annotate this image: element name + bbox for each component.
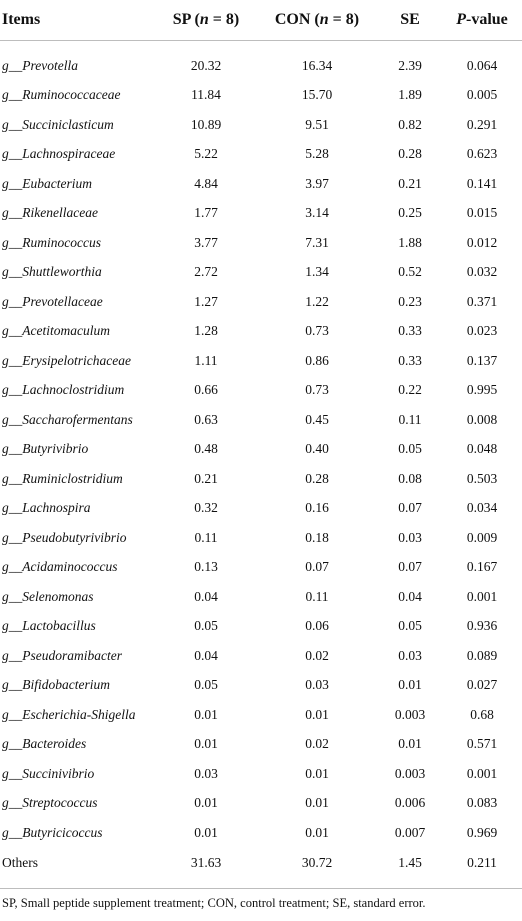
cell-item: g__Escherichia-Shigella (2, 706, 136, 722)
cell-item: g__Rikenellaceae (2, 205, 98, 221)
cell-se: 0.003 (394, 706, 426, 722)
cell-item: g__Acidaminococcus (2, 559, 118, 575)
cell-p: 0.211 (467, 854, 497, 870)
cell-item: Others (2, 854, 38, 870)
header-con (256, 11, 378, 29)
cell-se: 0.11 (398, 411, 422, 427)
cell-item: g__Lachnoclostridium (2, 382, 125, 398)
cell-sp: 0.04 (194, 647, 218, 663)
table-row (0, 51, 522, 81)
cell-p: 0.064 (466, 57, 498, 73)
cell-item: g__Bacteroides (2, 736, 87, 752)
cell-se: 0.05 (398, 618, 422, 634)
cell-se: 0.003 (394, 765, 426, 781)
cell-p: 0.009 (466, 529, 498, 545)
cell-se: 0.01 (398, 736, 422, 752)
cell-sp: 1.77 (194, 205, 218, 221)
header-sp-eq: = 8) (208, 11, 240, 28)
cell-con: 0.18 (305, 529, 329, 545)
cell-sp: 0.01 (194, 824, 218, 840)
cell-con: 0.02 (305, 647, 329, 663)
table-row (0, 612, 522, 642)
cell-item: g__Acetitomaculum (2, 323, 110, 339)
cell-p: 0.005 (466, 87, 498, 103)
cell-con: 7.31 (305, 234, 329, 250)
cell-se: 0.08 (398, 470, 422, 486)
cell-se: 0.03 (398, 647, 422, 663)
cell-p: 0.503 (466, 470, 498, 486)
cell-se: 0.25 (398, 205, 422, 221)
cell-con: 16.34 (301, 57, 333, 73)
header-con-n: n (319, 11, 329, 28)
cell-sp: 0.05 (194, 677, 218, 693)
cell-sp: 1.11 (194, 352, 218, 368)
table-row (0, 169, 522, 199)
cell-item: g__Pseudobutyrivibrio (2, 529, 127, 545)
table-row (0, 199, 522, 229)
cell-se: 0.82 (398, 116, 422, 132)
cell-p: 0.936 (466, 618, 498, 634)
cell-se: 0.03 (398, 529, 422, 545)
cell-con: 1.34 (305, 264, 329, 280)
cell-se: 0.07 (398, 559, 422, 575)
header-sp-n: n (199, 11, 209, 28)
cell-item: g__Prevotellaceae (2, 293, 103, 309)
cell-sp: 0.48 (194, 441, 218, 457)
table-row (0, 582, 522, 612)
cell-con: 0.11 (305, 588, 329, 604)
cell-sp: 0.01 (194, 736, 218, 752)
cell-con: 3.14 (305, 205, 329, 221)
cell-con: 1.22 (305, 293, 329, 309)
cell-p: 0.623 (466, 146, 498, 162)
cell-con: 0.86 (305, 352, 329, 368)
cell-sp: 11.84 (191, 87, 221, 103)
cell-sp: 20.32 (190, 57, 222, 73)
cell-item: g__Lachnospiraceae (2, 146, 116, 162)
cell-con: 5.28 (305, 146, 329, 162)
table-row (0, 317, 522, 347)
cell-item: g__Lachnospira (2, 500, 91, 516)
cell-se: 0.006 (394, 795, 426, 811)
cell-item: g__Ruminococcaceae (2, 87, 121, 103)
cell-p: 0.001 (466, 765, 498, 781)
cell-item: g__Butyricicoccus (2, 824, 103, 840)
cell-item: g__Ruminococcus (2, 234, 101, 250)
cell-sp: 0.04 (194, 588, 218, 604)
cell-p: 0.048 (466, 441, 498, 457)
cell-item: g__Lactobacillus (2, 618, 96, 634)
cell-p: 0.015 (466, 205, 498, 221)
header-p-value (442, 11, 522, 29)
cell-con: 0.28 (305, 470, 329, 486)
cell-p: 0.008 (466, 411, 498, 427)
cell-sp: 0.01 (194, 795, 218, 811)
cell-p: 0.137 (466, 352, 498, 368)
cell-con: 0.01 (305, 706, 329, 722)
cell-se: 0.23 (398, 293, 422, 309)
cell-se: 0.007 (394, 824, 426, 840)
header-sp-label: SP ( (172, 11, 200, 28)
cell-con: 9.51 (305, 116, 329, 132)
table-row (0, 523, 522, 553)
header-con-eq: = 8) (328, 11, 360, 28)
cell-se: 1.89 (398, 87, 422, 103)
cell-p: 0.001 (466, 588, 498, 604)
cell-p: 0.023 (466, 323, 498, 339)
cell-sp: 0.66 (194, 382, 218, 398)
cell-con: 0.16 (305, 500, 329, 516)
cell-p: 0.995 (466, 382, 498, 398)
cell-se: 0.07 (398, 500, 422, 516)
cell-sp: 0.63 (194, 411, 218, 427)
cell-sp: 0.13 (194, 559, 218, 575)
cell-item: g__Succinivibrio (2, 765, 95, 781)
cell-sp: 2.72 (194, 264, 218, 280)
cell-item: g__Erysipelotrichaceae (2, 352, 131, 368)
header-p-rest: -value (466, 11, 508, 28)
table-row (0, 376, 522, 406)
table-row (0, 287, 522, 317)
table-footnote: SP, Small peptide supplement treatment; CON, control treatment; SE, standard error. (2, 895, 426, 910)
cell-se: 0.04 (398, 588, 422, 604)
table-row (0, 258, 522, 288)
cell-sp: 0.11 (194, 529, 218, 545)
cell-item: g__Bifidobacterium (2, 677, 110, 693)
cell-con: 0.40 (305, 441, 329, 457)
cell-p: 0.089 (466, 647, 498, 663)
cell-con: 0.07 (305, 559, 329, 575)
cell-con: 0.01 (305, 765, 329, 781)
cell-p: 0.141 (466, 175, 498, 191)
cell-sp: 0.32 (194, 500, 218, 516)
cell-sp: 0.01 (194, 706, 218, 722)
table-header-row (0, 0, 522, 41)
cell-item: g__Butyrivibrio (2, 441, 89, 457)
cell-se: 0.33 (398, 323, 422, 339)
table-row (0, 789, 522, 819)
cell-sp: 4.84 (194, 175, 218, 191)
table-row (0, 228, 522, 258)
cell-p: 0.68 (470, 706, 494, 722)
cell-p: 0.167 (466, 559, 498, 575)
cell-se: 1.45 (398, 854, 422, 870)
table-row (0, 405, 522, 435)
cell-p: 0.032 (466, 264, 498, 280)
table-row (0, 641, 522, 671)
cell-p: 0.571 (466, 736, 498, 752)
cell-item: g__Eubacterium (2, 175, 92, 191)
cell-p: 0.291 (466, 116, 498, 132)
cell-con: 0.06 (305, 618, 329, 634)
cell-p: 0.027 (466, 677, 498, 693)
cell-p: 0.969 (466, 824, 498, 840)
cell-item: g__Succiniclasticum (2, 116, 114, 132)
table-row (0, 464, 522, 494)
cell-se: 1.88 (398, 234, 422, 250)
table-row (0, 671, 522, 701)
cell-se: 0.33 (398, 352, 422, 368)
cell-item: g__Selenomonas (2, 588, 94, 604)
cell-sp: 1.27 (194, 293, 218, 309)
cell-item: g__Prevotella (2, 57, 78, 73)
cell-con: 30.72 (301, 854, 333, 870)
cell-se: 2.39 (398, 57, 422, 73)
cell-item: g__Streptococcus (2, 795, 98, 811)
table-row (0, 759, 522, 789)
table-row (0, 81, 522, 111)
cell-p: 0.371 (466, 293, 498, 309)
table-row (0, 140, 522, 170)
cell-con: 0.01 (305, 795, 329, 811)
header-se: SE (400, 11, 420, 28)
cell-item: g__Saccharofermentans (2, 411, 133, 427)
table-row (0, 494, 522, 524)
table-row (0, 700, 522, 730)
cell-p: 0.034 (466, 500, 498, 516)
cell-sp: 5.22 (194, 146, 218, 162)
table-row (0, 346, 522, 376)
header-p-italic: P (456, 11, 466, 28)
table-row (0, 730, 522, 760)
cell-item: g__Ruminiclostridium (2, 470, 123, 486)
cell-sp: 0.21 (194, 470, 218, 486)
cell-se: 0.52 (398, 264, 422, 280)
cell-con: 0.03 (305, 677, 329, 693)
cell-sp: 31.63 (190, 854, 222, 870)
table-row (0, 818, 522, 848)
cell-con: 0.02 (305, 736, 329, 752)
cell-se: 0.05 (398, 441, 422, 457)
table-body (0, 51, 522, 848)
cell-sp: 1.28 (194, 323, 218, 339)
header-items: Items (2, 11, 41, 28)
cell-sp: 0.03 (194, 765, 218, 781)
header-con-label: CON ( (274, 11, 320, 28)
cell-sp: 10.89 (190, 116, 222, 132)
cell-p: 0.083 (466, 795, 498, 811)
cell-item: g__Pseudoramibacter (2, 647, 122, 663)
cell-se: 0.28 (398, 146, 422, 162)
table-row (0, 553, 522, 583)
cell-con: 3.97 (305, 175, 329, 191)
cell-se: 0.01 (398, 677, 422, 693)
cell-p: 0.012 (466, 234, 498, 250)
header-sp (156, 11, 256, 29)
cell-item: g__Shuttleworthia (2, 264, 102, 280)
cell-se: 0.21 (398, 175, 422, 191)
cell-con: 0.73 (305, 323, 329, 339)
cell-sp: 3.77 (194, 234, 218, 250)
cell-sp: 0.05 (194, 618, 218, 634)
cell-se: 0.22 (398, 382, 422, 398)
cell-con: 0.73 (305, 382, 329, 398)
table-row (0, 110, 522, 140)
cell-con: 0.45 (305, 411, 329, 427)
table-row-others (0, 848, 522, 878)
cell-con: 0.01 (305, 824, 329, 840)
cell-con: 15.70 (301, 87, 333, 103)
table-row (0, 435, 522, 465)
